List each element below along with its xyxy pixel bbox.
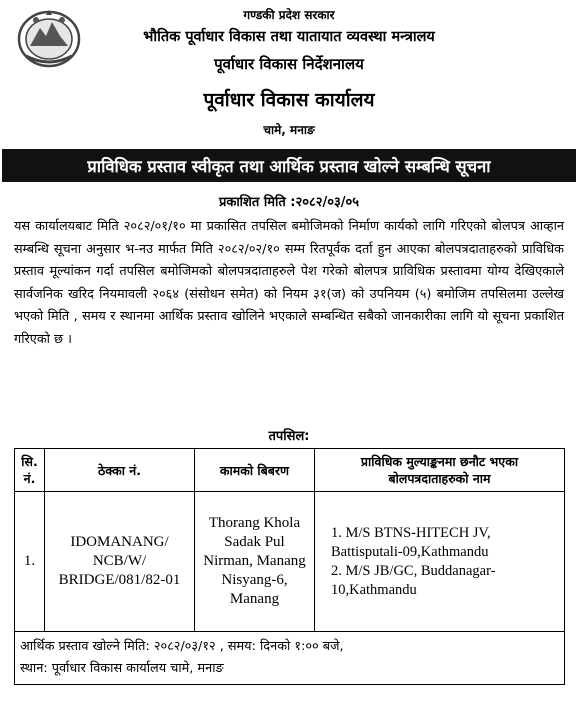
opening-place: स्थान: पूर्वाधार विकास कार्यालय चामे, मनाङ: [20, 661, 224, 676]
row-contract-no: IDOMANANG/ NCB/W/ BRIDGE/081/82-01: [45, 492, 195, 632]
office-name: पूर्वाधार विकास कार्यालय: [203, 89, 375, 111]
row-sn: 1.: [15, 492, 45, 632]
notice-body: यस कार्यालयबाट मिति २०८२/०१/१० मा प्रकासित तपसिल बमोजिमको निर्माण कार्यको लागि गरिएको बोलपत्र आव्हान सम्बन्धि सूचना अनुसार भ-नउ मार्फत मिति २०८२/०२/१० सम्म रितपूर्वक दर्ता हुन आएका बोलपत्रदाताहरुको प्राविधिक प्रस्ताव मूल्यांकन गर्दा तपसिल बमोजिमको बोलपत्रदाताहरुले पेश गरेको बोलपत्र प्राविधिक प्रस्तावमा योग्य देखिएकाले सार्वजनिक खरिद नियमावली २०६४ (संसोधन समेत) को नियम ३१(ज) को उपनियम (५) बमोजिम तपसिलमा उल्लेख भएको मिति , समय र स्थानमा आर्थिक प्रस्ताव खोलिने भएकाले सम्बन्धित सबैको जानकारीका लागि यो सूचना प्रकाशित गरिएको छ ।: [14, 219, 564, 347]
directorate-name: पूर्वाधार विकास निर्देशनालय: [214, 55, 364, 73]
bidder-item: 1. M/S BTNS-HITECH JV, Battisputali-09,Kathmandu: [331, 524, 491, 560]
government-name: गण्डकी प्रदेश सरकार: [243, 8, 335, 22]
published-date: प्रकाशित मिति :२०८२/०३/०५: [218, 195, 360, 210]
notice-title: प्राविधिक प्रस्ताव स्वीकृत तथा आर्थिक प्रस्ताव खोल्ने सम्बन्धि सूचना: [87, 157, 491, 176]
table-footer-row: [15, 632, 565, 685]
row-work: Thorang Khola Sadak Pul Nirman, Manang Nisyang-6, Manang: [195, 492, 315, 632]
table-caption: तपसिल:: [268, 429, 310, 444]
office-location: चामे, मनाङ: [263, 123, 315, 137]
table-row: [15, 492, 565, 632]
opening-schedule: आर्थिक प्रस्ताव खोल्ने मिति: २०८२/०३/१२ , समय: दिनको १:०० बजे,: [20, 639, 344, 654]
footer-cell: [15, 632, 565, 685]
header-sn: सि. नं.: [15, 449, 45, 492]
header-work: कामको बिबरण: [195, 449, 315, 492]
bidder-item: 2. M/S JB/GC, Buddanagar-10,Kathmandu: [331, 562, 496, 598]
notice-title-banner: [2, 146, 576, 182]
header-bidders: प्राविधिक मुल्याङ्कनमा छनौट भएका बोलपत्रदाताहरुको नाम: [315, 449, 565, 492]
row-bidders: [315, 492, 565, 632]
table-header-row: [15, 449, 565, 492]
schedule-table: [14, 448, 565, 685]
header-contract-no: ठेक्का नं.: [45, 449, 195, 492]
ministry-name: भौतिक पूर्वाधार विकास तथा यातायात व्यवस्था मन्त्रालय: [143, 29, 435, 45]
